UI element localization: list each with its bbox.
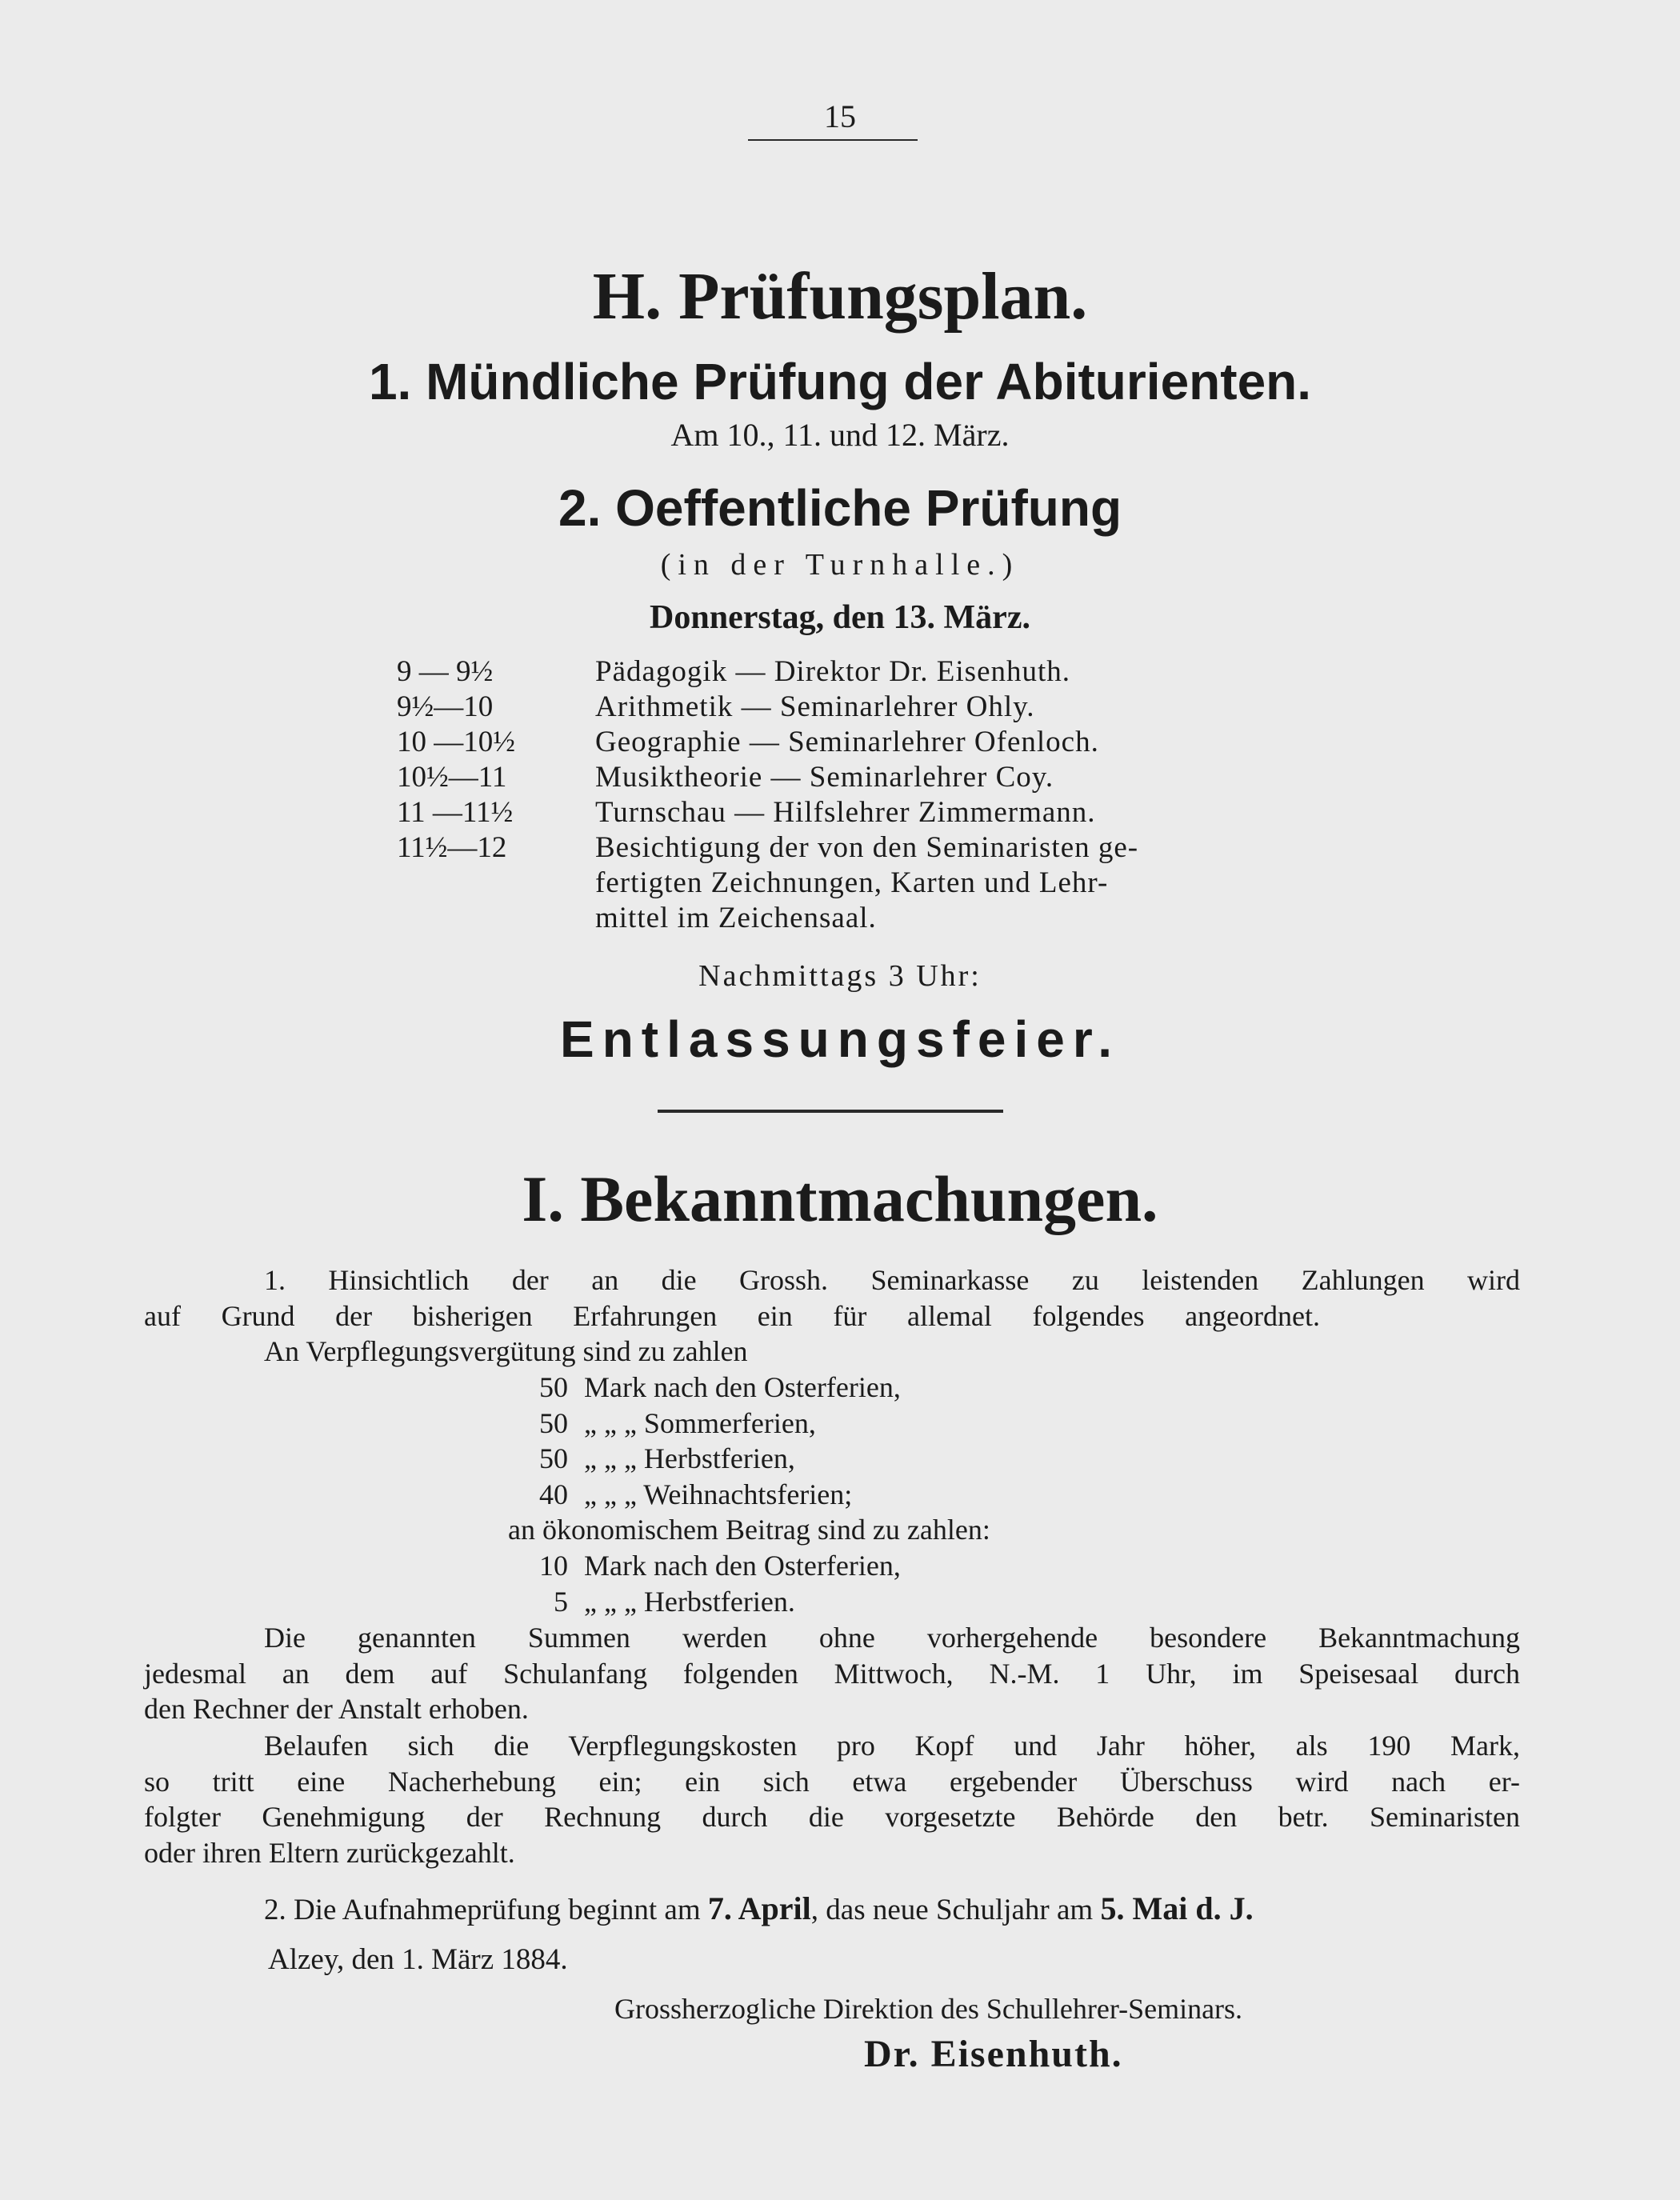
fee-text: „ „ „ Sommerferien, <box>584 1406 816 1439</box>
schedule-time: 10 —10½ <box>397 726 515 758</box>
text-line: oder ihren Eltern zurückgezahlt. <box>144 1836 515 1869</box>
fee-amount: 40 <box>539 1478 568 1510</box>
fee-text: „ „ „ Herbstferien. <box>584 1585 795 1618</box>
schedule-subject: Arithmetik — Seminarlehrer Ohly. <box>595 690 1035 723</box>
schedule-subject: Turnschau — Hilfslehrer Zimmermann. <box>595 796 1096 829</box>
text-line: 1. Hinsichtlich der an die Grossh. Seminarkasse zu leistenden Zahlungen wird <box>264 1264 1520 1296</box>
signature-organization: Grossherzogliche Direktion des Schullehrer-Seminars. <box>614 1993 1243 2025</box>
notice-2-date-may: 5. Mai d. J. <box>1100 1890 1254 1926</box>
notice-2 <box>264 1890 1254 1927</box>
text-line: Belaufen sich die Verpflegungskosten pro Kopf und Jahr höher, als 190 Mark, <box>264 1730 1520 1762</box>
text-line: folgter Genehmigung der Rechnung durch die vorgesetzte Behörde den betr. Seminaristen <box>144 1801 1520 1833</box>
schedule-time: 10½—11 <box>397 761 507 794</box>
section-divider <box>658 1110 1003 1113</box>
public-exam-place: (in der Turnhalle.) <box>660 548 1020 582</box>
schedule-subject: Geographie — Seminarlehrer Ofenloch. <box>595 726 1099 758</box>
schedule-subject-line: mittel im Zeichensaal. <box>595 902 877 934</box>
schedule-subject-line: fertigten Zeichnungen, Karten und Lehr- <box>595 866 1109 899</box>
graduation-ceremony: Entlassungsfeier. <box>560 1010 1120 1068</box>
fee-text: „ „ „ Herbstferien, <box>584 1442 795 1474</box>
schedule-time: 11 —11½ <box>397 796 514 829</box>
notice-1-surcharge <box>144 1728 1520 1870</box>
page-number-rule <box>748 139 918 141</box>
text-line: so tritt eine Nacherhebung ein; ein sich etwa ergebender Überschuss wird nach er- <box>144 1765 1520 1798</box>
oral-exam-heading: 1. Mündliche Prüfung der Abiturienten. <box>368 353 1312 410</box>
schedule-subject-line: Besichtigung der von den Seminaristen ge- <box>595 831 1139 864</box>
notice-2-text: 2. Die Aufnahmeprüfung beginnt am <box>264 1894 701 1926</box>
notice-1-collection <box>144 1620 1520 1727</box>
public-exam-heading: 2. Oeffentliche Prüfung <box>558 479 1122 537</box>
text-line: auf Grund der bisherigen Erfahrungen ein für allemal folgendes angeordnet. <box>144 1299 1320 1332</box>
page-number: 15 <box>824 98 856 134</box>
fee-text: Mark nach den Osterferien, <box>584 1550 901 1582</box>
oral-exam-dates: Am 10., 11. und 12. März. <box>670 417 1010 453</box>
fee-amount: 5 <box>554 1585 568 1618</box>
schedule-subject: Musiktheorie — Seminarlehrer Coy. <box>595 761 1054 794</box>
schedule-time: 9½—10 <box>397 690 494 723</box>
place-date: Alzey, den 1. März 1884. <box>268 1943 568 1976</box>
fee-text: Mark nach den Osterferien, <box>584 1371 901 1403</box>
text-line: den Rechner der Anstalt erhoben. <box>144 1693 529 1725</box>
text-line: Die genannten Summen werden ohne vorhergehende besondere Bekanntmachung <box>264 1622 1520 1654</box>
section-i-title: I. Bekanntmachungen. <box>522 1162 1158 1235</box>
schedule-subject: Pädagogik — Direktor Dr. Eisenhuth. <box>595 655 1071 688</box>
notice-1-intro <box>144 1262 1520 1370</box>
fee-amount: 50 <box>539 1442 568 1474</box>
notice-2-date-april: 7. April <box>707 1890 811 1926</box>
afternoon-time: Nachmittags 3 Uhr: <box>698 959 982 993</box>
signature-name: Dr. Eisenhuth. <box>864 2033 1123 2075</box>
notice-2-text: , das neue Schuljahr am <box>810 1894 1094 1926</box>
fee-amount: 50 <box>539 1371 568 1403</box>
public-exam-date: Donnerstag, den 13. März. <box>650 599 1030 636</box>
fee-amount: 10 <box>539 1550 568 1582</box>
schedule-time: 9 — 9½ <box>397 655 494 688</box>
text-line: An Verpflegungsvergütung sind zu zahlen <box>264 1335 748 1367</box>
section-h-title: H. Prüfungsplan. <box>592 259 1088 334</box>
text-line: jedesmal an dem auf Schulanfang folgenden Mittwoch, N.-M. 1 Uhr, im Speisesaal durch <box>144 1657 1520 1690</box>
fee-text: „ „ „ Weihnachtsferien; <box>584 1478 853 1510</box>
schedule-time: 11½—12 <box>397 831 507 864</box>
fee-amount: 50 <box>539 1406 568 1439</box>
beitrag-intro: an ökonomischem Beitrag sind zu zahlen: <box>508 1514 990 1546</box>
